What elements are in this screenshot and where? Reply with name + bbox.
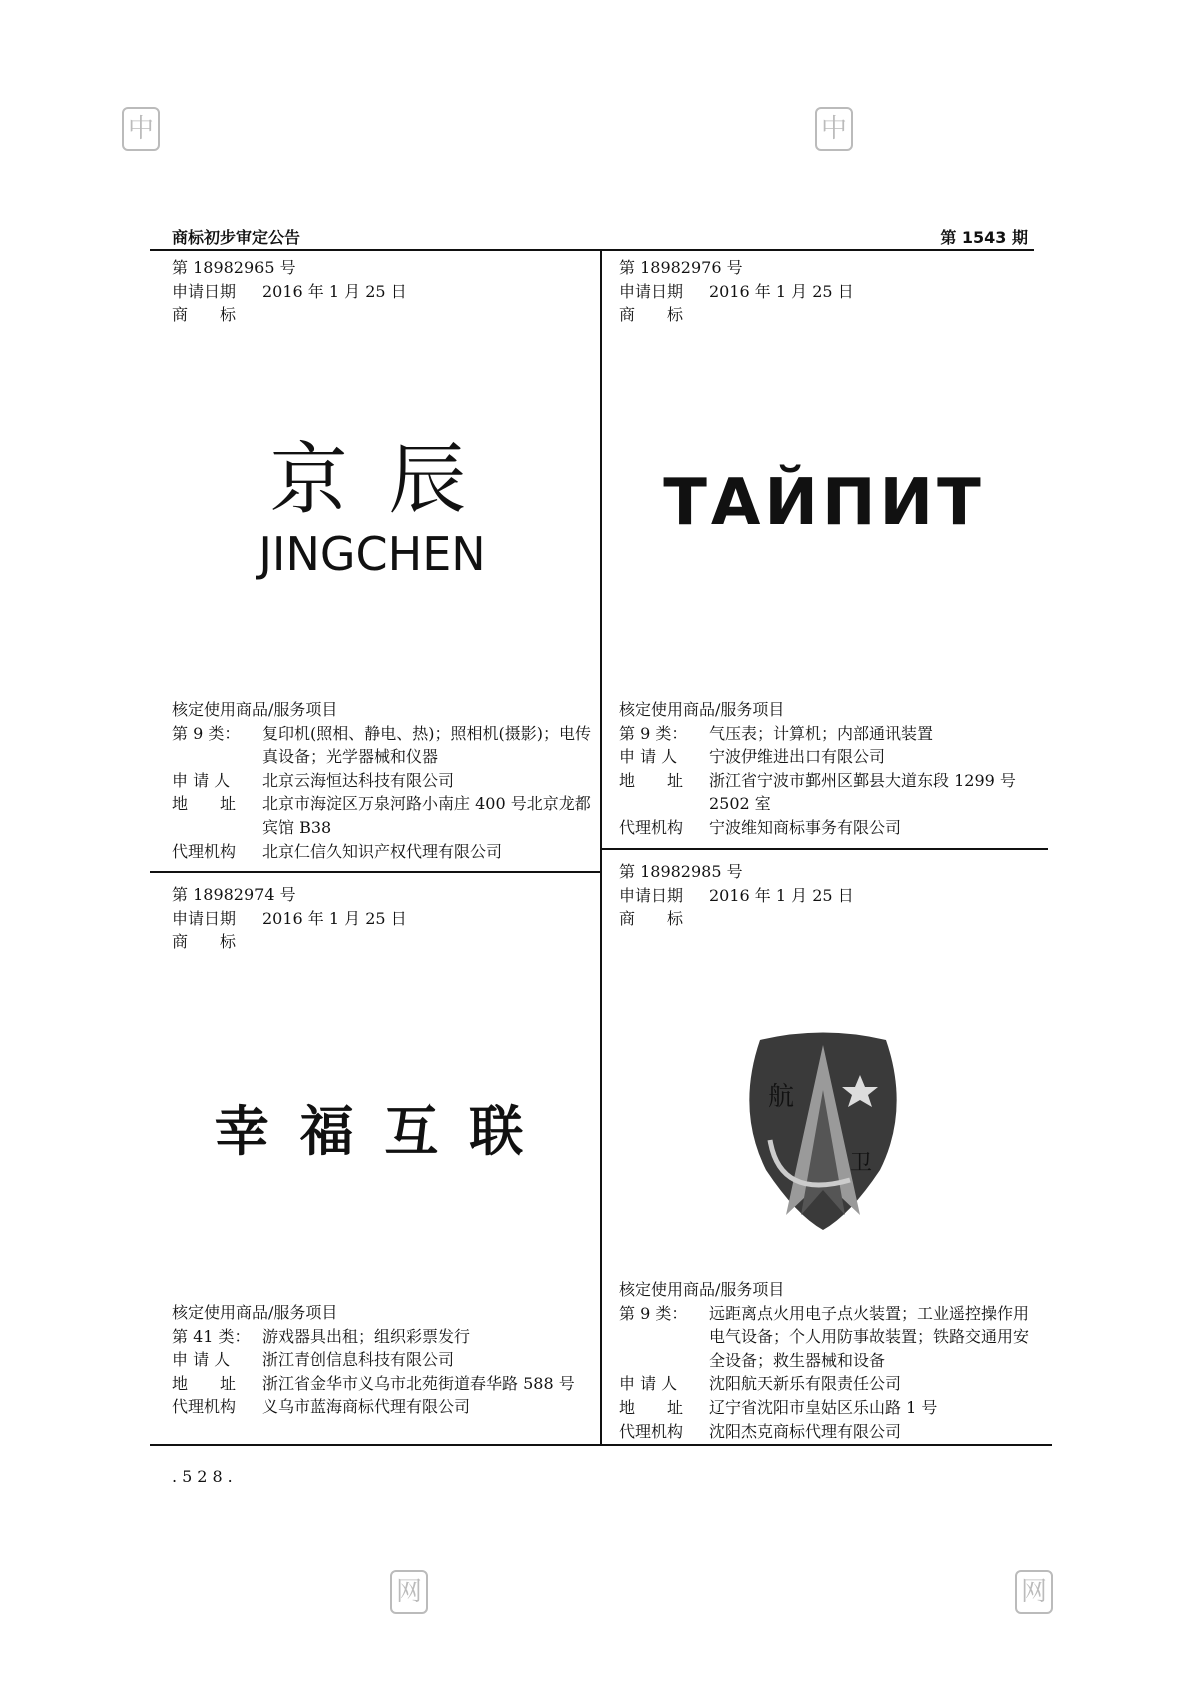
watermark-zhong: 中 xyxy=(815,107,853,151)
agent-label: 代理机构 xyxy=(619,817,684,837)
application-date: 2016 年 1 月 25 日 xyxy=(709,885,854,905)
applicant-label: 申 请 人 xyxy=(619,747,678,767)
date-label: 申请日期 xyxy=(619,281,684,301)
applicant: 北京云海恒达科技有限公司 xyxy=(262,770,455,790)
goods-title: 核定使用商品/服务项目 xyxy=(619,700,785,719)
trademark-entry-header xyxy=(172,883,582,954)
mark-label: 商 标 xyxy=(619,305,684,325)
trademark-logo-latin: JINGCHEN xyxy=(258,527,486,581)
shield-rocket-icon xyxy=(740,1030,906,1234)
agent-label: 代理机构 xyxy=(619,1421,684,1441)
class-label: 第 9 类： xyxy=(619,1303,688,1323)
address-label: 地 址 xyxy=(172,1373,237,1393)
goods-title: 核定使用商品/服务项目 xyxy=(619,1280,785,1299)
agent: 北京仁信久知识产权代理有限公司 xyxy=(262,841,503,861)
address: 浙江省宁波市鄞州区鄞县大道东段 1299 号 2502 室 xyxy=(709,770,1016,814)
watermark-wang: 网 xyxy=(1015,1570,1053,1614)
page-number: .528. xyxy=(172,1467,238,1486)
date-label: 申请日期 xyxy=(172,908,237,928)
applicant: 浙江青创信息科技有限公司 xyxy=(262,1350,455,1370)
mark-label: 商 标 xyxy=(619,909,684,929)
registration-number: 第 18982974 号 xyxy=(172,885,296,904)
agent: 沈阳杰克商标代理有限公司 xyxy=(709,1421,902,1441)
class-label: 第 9 类： xyxy=(619,723,688,743)
goods-section xyxy=(619,698,1037,840)
goods-list: 游戏器具出租；组织彩票发行 xyxy=(262,1326,471,1346)
registration-number: 第 18982965 号 xyxy=(172,258,296,277)
goods-section xyxy=(619,1278,1037,1443)
header-rule xyxy=(150,249,1034,251)
applicant: 宁波伊维进出口有限公司 xyxy=(709,747,886,767)
svg-text:航: 航 xyxy=(768,1082,795,1112)
application-date: 2016 年 1 月 25 日 xyxy=(262,281,407,301)
issue-number: 第 1543 期 xyxy=(940,228,1028,247)
mark-label: 商 标 xyxy=(172,932,237,952)
gazette-title: 商标初步审定公告 xyxy=(172,228,301,247)
entry-divider-left xyxy=(150,871,601,873)
date-label: 申请日期 xyxy=(172,281,237,301)
watermark-zhong: 中 xyxy=(122,107,160,151)
application-date: 2016 年 1 月 25 日 xyxy=(262,908,407,928)
trademark-logo-text: ТАЙПИТ xyxy=(663,466,985,540)
goods-title: 核定使用商品/服务项目 xyxy=(172,1303,338,1322)
footer-rule xyxy=(150,1444,1052,1446)
class-label: 第 9 类： xyxy=(172,723,241,743)
trademark-entry-header xyxy=(619,256,1029,327)
trademark-entry-header xyxy=(172,256,582,327)
class-label: 第 41 类： xyxy=(172,1326,251,1346)
agent: 宁波维知商标事务有限公司 xyxy=(709,817,902,837)
registration-number: 第 18982976 号 xyxy=(619,258,743,277)
applicant-label: 申 请 人 xyxy=(172,770,231,790)
applicant: 沈阳航天新乐有限责任公司 xyxy=(709,1374,902,1394)
address: 浙江省金华市义乌市北苑街道春华路 588 号 xyxy=(262,1373,575,1393)
agent: 义乌市蓝海商标代理有限公司 xyxy=(262,1397,471,1417)
goods-list: 气压表；计算机；内部通讯装置 xyxy=(709,723,934,743)
address: 辽宁省沈阳市皇姑区乐山路 1 号 xyxy=(709,1397,938,1417)
mark-label: 商 标 xyxy=(172,305,237,325)
trademark-logo-text: 幸 福 互 联 xyxy=(214,1100,530,1163)
watermark-wang: 网 xyxy=(390,1570,428,1614)
applicant-label: 申 请 人 xyxy=(172,1350,231,1370)
applicant-label: 申 请 人 xyxy=(619,1374,678,1394)
address-label: 地 址 xyxy=(619,770,684,790)
goods-title: 核定使用商品/服务项目 xyxy=(172,700,338,719)
address: 北京市海淀区万泉河路小南庄 400 号北京龙都宾馆 B38 xyxy=(262,794,591,837)
entry-divider-right xyxy=(601,848,1048,850)
svg-text:卫: 卫 xyxy=(850,1151,873,1176)
goods-section xyxy=(172,1301,592,1419)
date-label: 申请日期 xyxy=(619,885,684,905)
agent-label: 代理机构 xyxy=(172,1397,237,1417)
trademark-logo-text: 京 辰 xyxy=(269,435,475,525)
goods-list: 远距离点火用电子点火装置；工业遥控操作用电气设备；个人用防事故装置；铁路交通用安全设备；救生器械和设备 xyxy=(709,1303,1030,1370)
address-label: 地 址 xyxy=(172,794,237,814)
goods-section xyxy=(172,698,592,863)
trademark-entry-header xyxy=(619,860,1029,931)
shield-logo xyxy=(740,1030,906,1234)
agent-label: 代理机构 xyxy=(172,841,237,861)
application-date: 2016 年 1 月 25 日 xyxy=(709,281,854,301)
goods-list: 复印机(照相、静电、热)；照相机(摄影)；电传真设备；光学器械和仪器 xyxy=(262,723,591,767)
registration-number: 第 18982985 号 xyxy=(619,862,743,881)
address-label: 地 址 xyxy=(619,1397,684,1417)
